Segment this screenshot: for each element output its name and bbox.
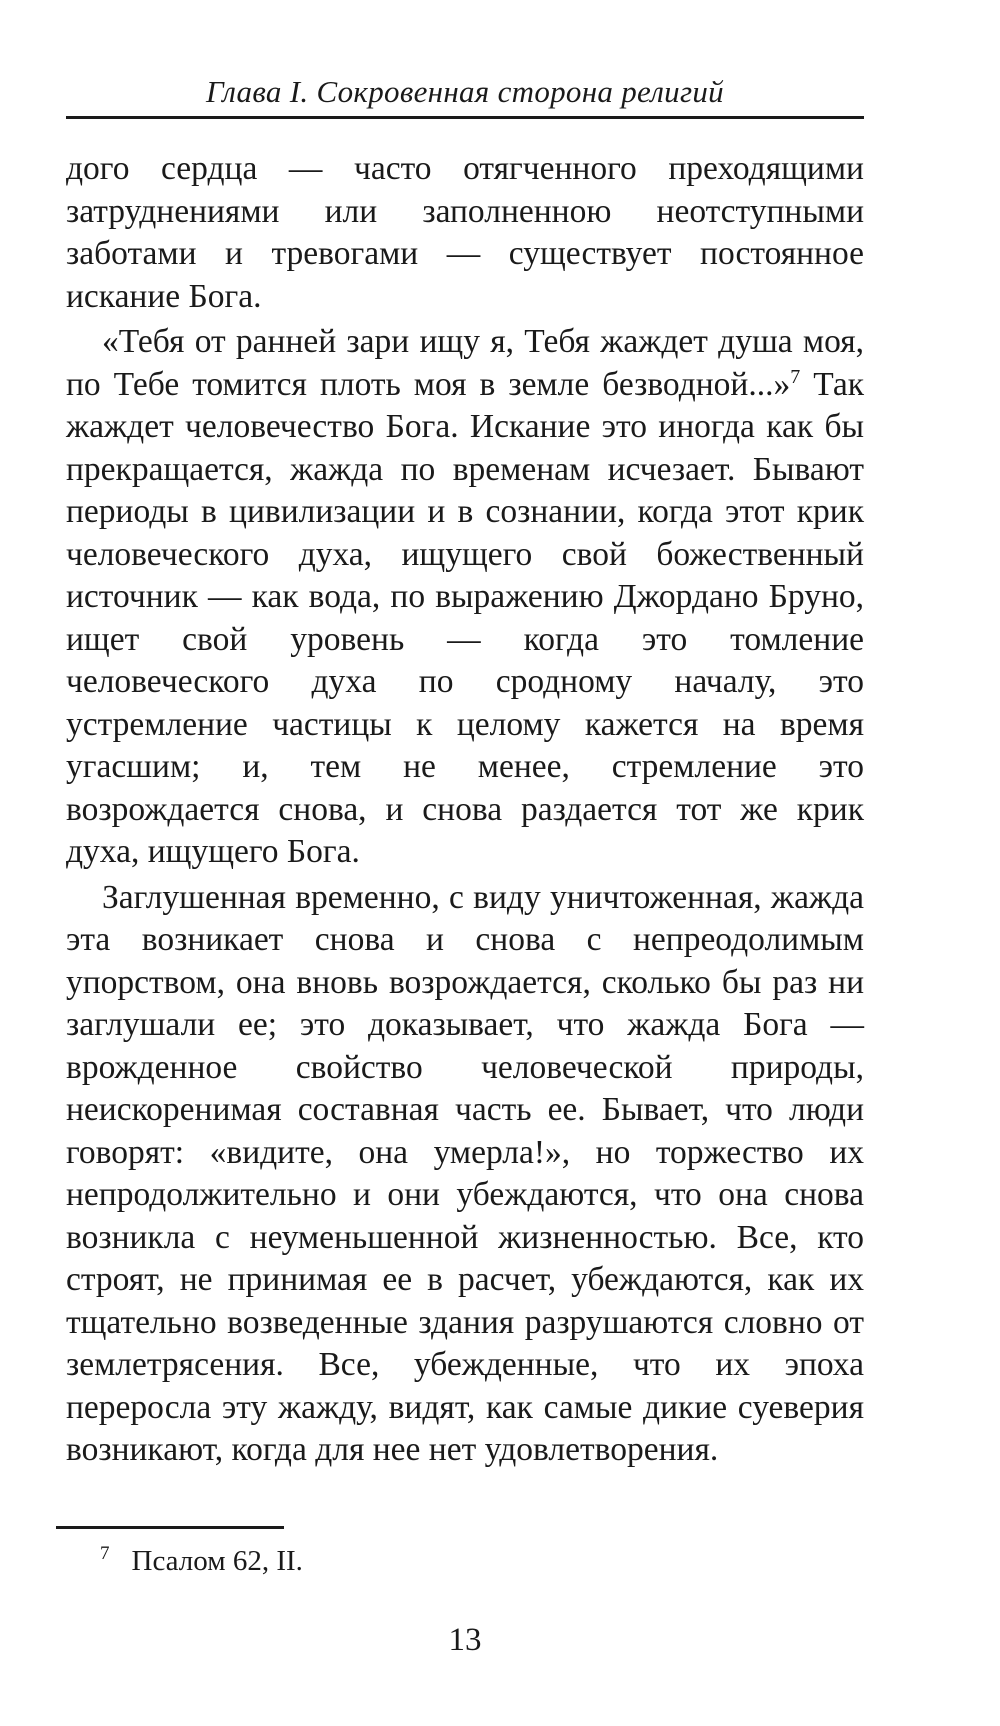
paragraph-2-part-1: «Тебя от ранней зари ищу я, Тебя жаждет душа моя, по Тебе томится плоть моя в земле безводной...» (66, 323, 864, 403)
footnote-mark: 7 (100, 1543, 110, 1565)
running-head: Глава I. Сокровенная сторона религий (206, 74, 724, 109)
paragraph-3: Заглушенная временно, с виду уничтоженная, жажда эта возникает снова и снова с непреодолимым упорством, она вновь возрождается, сколько бы раз ни заглушали ее; это доказывает, что жажда Бога — врожденное свойство человеческой природы, неискоренимая составная часть ее. Бывает, что люди говорят: «видите, она умерла!», но торжество их непродолжительно и они убеждаются, что она снова возникла с неуменьшенной жизненностью. Все, кто строят, не принимая ее в расчет, убеждаются, как их тщательно возведенные здания разрушаются словно от землетрясения. Все, убежденные, что их эпоха переросла эту жажду, видят, как самые дикие суеверия возникают, когда для нее нет удовлетворения. (66, 878, 864, 1468)
paragraph-2 (66, 321, 864, 874)
body-text (66, 148, 864, 1472)
footnote-reference: 7 (790, 365, 801, 388)
header-rule (66, 116, 864, 119)
page-number: 13 (448, 1622, 482, 1658)
footnote (100, 1542, 303, 1580)
paragraph-1: дого сердца — часто отягченного преходящими затруднениями или заполненною неотступными заботами и тревогами — существует постоянное искание Бога. (66, 150, 864, 315)
paragraph-2-part-2: Так жаждет человечество Бога. Искание это иногда как бы прекращается, жажда по временам исчезает. Бывают периоды в цивилизации и в сознании, когда этот крик человеческого духа, ищущего свой божественный источник — как вода, по выражению Джордано Бруно, ищет свой уровень — когда это томление человеческого духа по сродному началу, это устремление частицы к целому кажется на время угасшим; и, тем не менее, стремление это возрождается снова, и снова раздается тот же крик духа, ищущего Бога. (66, 365, 864, 870)
footnote-rule (56, 1526, 284, 1529)
footnote-text: Псалом 62, II. (131, 1545, 303, 1577)
